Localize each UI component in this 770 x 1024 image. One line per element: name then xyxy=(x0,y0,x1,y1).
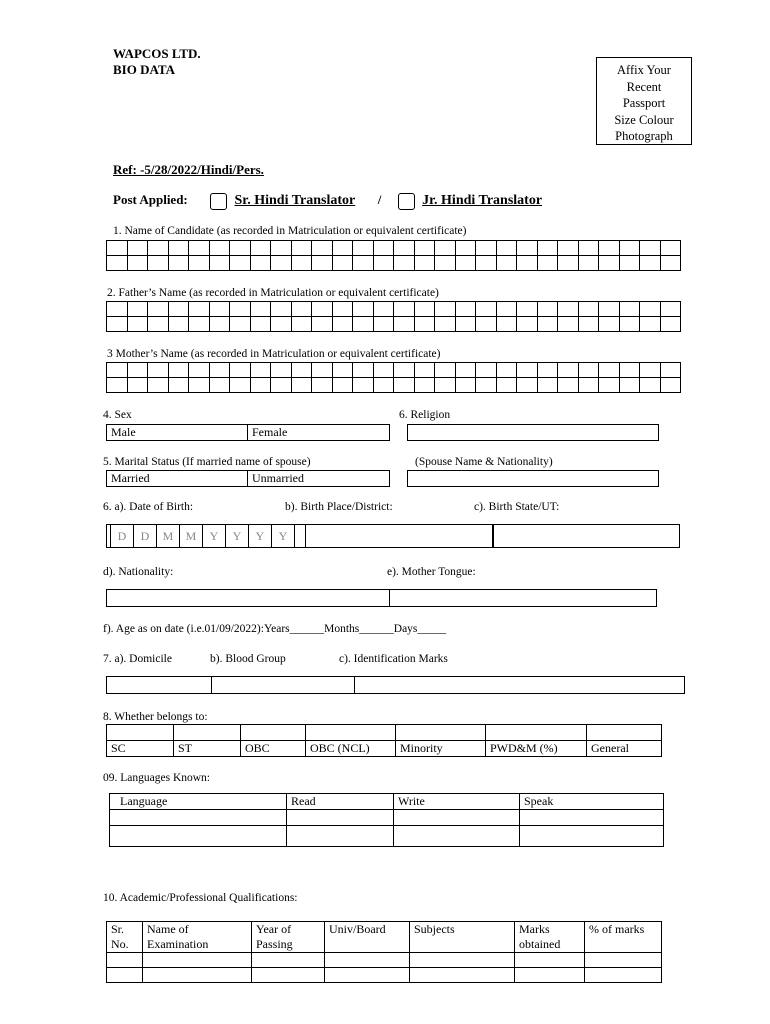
mother-char-box[interactable] xyxy=(558,363,579,378)
header xyxy=(113,46,201,78)
qual-cell[interactable] xyxy=(107,953,143,968)
birth-state-label: c). Birth State/UT: xyxy=(474,501,560,513)
name-char-box[interactable] xyxy=(414,241,435,256)
mother-tongue-field[interactable] xyxy=(389,589,657,607)
q10-label: 10. Academic/Professional Qualifications: xyxy=(103,892,298,904)
spouse-label: (Spouse Name & Nationality) xyxy=(415,456,553,468)
mother-char-box[interactable] xyxy=(148,378,169,393)
father-char-box[interactable] xyxy=(148,302,169,317)
q8-label: 8. Whether belongs to: xyxy=(103,711,208,723)
qual-cell[interactable] xyxy=(252,953,325,968)
father-char-box[interactable] xyxy=(168,302,189,317)
name-char-box[interactable] xyxy=(353,241,374,256)
father-char-box[interactable] xyxy=(558,317,579,332)
name-char-box[interactable] xyxy=(189,241,210,256)
mother-char-box[interactable] xyxy=(230,378,251,393)
father-char-box[interactable] xyxy=(209,317,230,332)
name-char-box[interactable] xyxy=(414,256,435,271)
col-subjects: Subjects xyxy=(410,922,515,953)
name-char-box[interactable] xyxy=(537,256,558,271)
col-year: Year of Passing xyxy=(252,922,325,953)
language-cell[interactable] xyxy=(394,810,520,826)
category-cell[interactable] xyxy=(486,725,587,741)
qual-cell[interactable] xyxy=(252,968,325,983)
dob-char-box[interactable]: M xyxy=(157,525,180,548)
father-char-box[interactable] xyxy=(353,317,374,332)
category-table[interactable] xyxy=(106,724,662,757)
name-char-box[interactable] xyxy=(148,241,169,256)
mother-char-box[interactable] xyxy=(517,363,538,378)
mother-char-box[interactable] xyxy=(127,363,148,378)
name-char-box[interactable] xyxy=(250,256,271,271)
name-char-box[interactable] xyxy=(107,241,128,256)
father-char-box[interactable] xyxy=(312,317,333,332)
col-read: Read xyxy=(287,794,394,810)
name-char-box[interactable] xyxy=(455,256,476,271)
name-char-box[interactable] xyxy=(537,241,558,256)
mother-char-box[interactable] xyxy=(127,378,148,393)
name-char-box[interactable] xyxy=(271,256,292,271)
id-marks-field[interactable] xyxy=(354,676,685,694)
name-char-box[interactable] xyxy=(435,241,456,256)
mother-char-box[interactable] xyxy=(107,378,128,393)
col-write: Write xyxy=(394,794,520,810)
q5-label: 5. Marital Status (If married name of spouse) xyxy=(103,456,311,468)
mother-char-box[interactable] xyxy=(414,363,435,378)
mother-char-box[interactable] xyxy=(394,363,415,378)
qual-cell[interactable] xyxy=(585,953,662,968)
mother-char-box[interactable] xyxy=(230,363,251,378)
name-char-box[interactable] xyxy=(148,256,169,271)
mother-char-box[interactable] xyxy=(599,363,620,378)
name-char-box[interactable] xyxy=(373,256,394,271)
mother-char-box[interactable] xyxy=(312,363,333,378)
mother-char-box[interactable] xyxy=(619,378,640,393)
dob-char-box[interactable]: Y xyxy=(249,525,272,548)
id-marks-label: c). Identification Marks xyxy=(339,653,448,665)
mother-char-box[interactable] xyxy=(455,378,476,393)
mother-char-box[interactable] xyxy=(373,363,394,378)
name-char-box[interactable] xyxy=(558,241,579,256)
father-char-box[interactable] xyxy=(312,302,333,317)
category-minority: Minority xyxy=(396,741,486,757)
father-char-box[interactable] xyxy=(230,317,251,332)
father-char-box[interactable] xyxy=(517,317,538,332)
name-char-box[interactable] xyxy=(230,241,251,256)
father-char-box[interactable] xyxy=(107,302,128,317)
name-char-box[interactable] xyxy=(496,256,517,271)
marital-married[interactable]: Married xyxy=(107,471,248,487)
dob-char-box[interactable]: Y xyxy=(203,525,226,548)
name-char-box[interactable] xyxy=(107,256,128,271)
father-char-box[interactable] xyxy=(537,317,558,332)
mother-char-box[interactable] xyxy=(209,363,230,378)
mother-char-box[interactable] xyxy=(537,363,558,378)
birth-state-field[interactable] xyxy=(493,524,680,548)
language-cell[interactable] xyxy=(520,810,664,826)
father-char-box[interactable] xyxy=(291,317,312,332)
q2-label: 2. Father’s Name (as recorded in Matriculation or equivalent certificate) xyxy=(107,287,439,299)
name-char-box[interactable] xyxy=(619,241,640,256)
name-char-box[interactable] xyxy=(578,241,599,256)
category-cell[interactable] xyxy=(396,725,486,741)
father-char-box[interactable] xyxy=(537,302,558,317)
mother-char-box[interactable] xyxy=(332,363,353,378)
mother-char-box[interactable] xyxy=(517,378,538,393)
name-char-box[interactable] xyxy=(127,241,148,256)
father-char-box[interactable] xyxy=(660,317,681,332)
father-char-box[interactable] xyxy=(291,302,312,317)
spouse-field[interactable] xyxy=(407,470,659,487)
category-general: General xyxy=(587,741,662,757)
mother-char-box[interactable] xyxy=(537,378,558,393)
mother-char-box[interactable] xyxy=(435,363,456,378)
photo-line: Passport xyxy=(622,96,666,110)
qual-cell[interactable] xyxy=(585,968,662,983)
category-sc: SC xyxy=(107,741,174,757)
mother-char-box[interactable] xyxy=(578,363,599,378)
mother-char-box[interactable] xyxy=(189,363,210,378)
father-char-box[interactable] xyxy=(435,317,456,332)
qual-cell[interactable] xyxy=(143,968,252,983)
domicile-label: 7. a). Domicile xyxy=(103,653,172,665)
father-name-grid[interactable] xyxy=(106,301,681,332)
mother-char-box[interactable] xyxy=(455,363,476,378)
blood-group-field[interactable] xyxy=(211,676,355,694)
qual-cell[interactable] xyxy=(325,968,410,983)
language-cell[interactable] xyxy=(287,810,394,826)
mother-name-grid[interactable] xyxy=(106,362,681,393)
mother-char-box[interactable] xyxy=(496,378,517,393)
mother-char-box[interactable] xyxy=(271,378,292,393)
col-marks: Marks obtained xyxy=(515,922,585,953)
name-char-box[interactable] xyxy=(640,241,661,256)
dob-char-box[interactable]: M xyxy=(180,525,203,548)
dob-grid[interactable] xyxy=(110,524,295,548)
photo-line: Recent xyxy=(626,79,662,94)
name-char-box[interactable] xyxy=(455,241,476,256)
name-char-box[interactable] xyxy=(517,256,538,271)
mother-char-box[interactable] xyxy=(291,363,312,378)
q3-label: 3 Mother’s Name (as recorded in Matriculation or equivalent certificate) xyxy=(107,348,441,360)
name-char-box[interactable] xyxy=(209,256,230,271)
mother-char-box[interactable] xyxy=(599,378,620,393)
mother-char-box[interactable] xyxy=(107,363,128,378)
mother-char-box[interactable] xyxy=(394,378,415,393)
category-cell[interactable] xyxy=(587,725,662,741)
father-char-box[interactable] xyxy=(578,317,599,332)
father-char-box[interactable] xyxy=(209,302,230,317)
name-char-box[interactable] xyxy=(271,241,292,256)
name-char-box[interactable] xyxy=(332,256,353,271)
mother-char-box[interactable] xyxy=(373,378,394,393)
mother-char-box[interactable] xyxy=(209,378,230,393)
mother-char-box[interactable] xyxy=(332,378,353,393)
father-char-box[interactable] xyxy=(414,317,435,332)
father-char-box[interactable] xyxy=(640,302,661,317)
category-obc: OBC xyxy=(241,741,306,757)
father-char-box[interactable] xyxy=(558,302,579,317)
domicile-field[interactable] xyxy=(106,676,212,694)
mother-char-box[interactable] xyxy=(476,363,497,378)
dob-char-box[interactable]: D xyxy=(134,525,157,548)
father-char-box[interactable] xyxy=(455,302,476,317)
mother-char-box[interactable] xyxy=(312,378,333,393)
father-char-box[interactable] xyxy=(332,302,353,317)
name-char-box[interactable] xyxy=(168,241,189,256)
qualifications-table[interactable] xyxy=(106,921,662,983)
father-char-box[interactable] xyxy=(353,302,374,317)
photo-box[interactable] xyxy=(596,57,692,145)
sex-male[interactable]: Male xyxy=(107,425,248,441)
dob-char-box[interactable]: Y xyxy=(272,525,295,548)
mother-char-box[interactable] xyxy=(640,363,661,378)
mother-char-box[interactable] xyxy=(578,378,599,393)
language-cell[interactable] xyxy=(110,810,287,826)
language-cell[interactable] xyxy=(287,826,394,847)
name-char-box[interactable] xyxy=(312,256,333,271)
father-char-box[interactable] xyxy=(496,317,517,332)
marital-table[interactable] xyxy=(106,470,390,487)
father-char-box[interactable] xyxy=(373,302,394,317)
father-char-box[interactable] xyxy=(250,302,271,317)
name-char-box[interactable] xyxy=(558,256,579,271)
post-separator: / xyxy=(377,192,382,207)
qual-cell[interactable] xyxy=(325,953,410,968)
father-char-box[interactable] xyxy=(373,317,394,332)
category-cell[interactable] xyxy=(306,725,396,741)
mother-char-box[interactable] xyxy=(353,363,374,378)
mother-char-box[interactable] xyxy=(148,363,169,378)
ref-number: Ref: -5/28/2022/Hindi/Pers. xyxy=(113,162,264,177)
name-char-box[interactable] xyxy=(291,256,312,271)
photo-line: Photograph xyxy=(615,129,673,143)
mother-char-box[interactable] xyxy=(435,378,456,393)
name-char-box[interactable] xyxy=(517,241,538,256)
name-char-box[interactable] xyxy=(599,241,620,256)
father-char-box[interactable] xyxy=(127,302,148,317)
name-char-box[interactable] xyxy=(640,256,661,271)
col-language: Language xyxy=(110,794,287,810)
name-char-box[interactable] xyxy=(476,256,497,271)
name-char-box[interactable] xyxy=(332,241,353,256)
q1-label: 1. Name of Candidate (as recorded in Matriculation or equivalent certificate) xyxy=(113,225,467,237)
mother-char-box[interactable] xyxy=(291,378,312,393)
mother-char-box[interactable] xyxy=(189,378,210,393)
category-cell[interactable] xyxy=(174,725,241,741)
mother-char-box[interactable] xyxy=(476,378,497,393)
qual-cell[interactable] xyxy=(515,968,585,983)
name-char-box[interactable] xyxy=(496,241,517,256)
dob-label: 6. a). Date of Birth: xyxy=(103,501,194,513)
sr-translator-label: Sr. Hindi Translator xyxy=(234,193,356,208)
name-char-box[interactable] xyxy=(250,241,271,256)
q6-religion-label: 6. Religion xyxy=(399,409,451,421)
name-char-box[interactable] xyxy=(660,241,681,256)
father-char-box[interactable] xyxy=(619,317,640,332)
father-char-box[interactable] xyxy=(660,302,681,317)
religion-field[interactable] xyxy=(407,424,659,441)
father-char-box[interactable] xyxy=(271,302,292,317)
mother-char-box[interactable] xyxy=(168,363,189,378)
languages-table[interactable] xyxy=(109,793,664,847)
mother-char-box[interactable] xyxy=(414,378,435,393)
col-univ: Univ/Board xyxy=(325,922,410,953)
qual-cell[interactable] xyxy=(410,968,515,983)
mother-char-box[interactable] xyxy=(250,363,271,378)
jr-translator-checkbox[interactable] xyxy=(398,193,415,210)
candidate-name-grid[interactable] xyxy=(106,240,681,271)
q9-label: 09. Languages Known: xyxy=(103,772,210,784)
qual-cell[interactable] xyxy=(107,968,143,983)
father-char-box[interactable] xyxy=(271,317,292,332)
father-char-box[interactable] xyxy=(148,317,169,332)
father-char-box[interactable] xyxy=(517,302,538,317)
father-char-box[interactable] xyxy=(168,317,189,332)
language-cell[interactable] xyxy=(394,826,520,847)
dob-char-box[interactable]: D xyxy=(111,525,134,548)
col-exam: Name of Examination xyxy=(143,922,252,953)
category-pwd: PWD&M (%) xyxy=(486,741,587,757)
father-char-box[interactable] xyxy=(189,302,210,317)
category-cell[interactable] xyxy=(241,725,306,741)
sex-female[interactable]: Female xyxy=(248,425,390,441)
father-char-box[interactable] xyxy=(599,317,620,332)
father-char-box[interactable] xyxy=(435,302,456,317)
dob-char-box[interactable]: Y xyxy=(226,525,249,548)
father-char-box[interactable] xyxy=(455,317,476,332)
name-char-box[interactable] xyxy=(435,256,456,271)
name-char-box[interactable] xyxy=(394,241,415,256)
mother-char-box[interactable] xyxy=(660,363,681,378)
father-char-box[interactable] xyxy=(127,317,148,332)
q4-label: 4. Sex xyxy=(103,409,132,421)
name-char-box[interactable] xyxy=(660,256,681,271)
mother-char-box[interactable] xyxy=(168,378,189,393)
mother-char-box[interactable] xyxy=(250,378,271,393)
name-char-box[interactable] xyxy=(476,241,497,256)
post-label: Post Applied: xyxy=(113,192,188,207)
language-cell[interactable] xyxy=(520,826,664,847)
mother-char-box[interactable] xyxy=(353,378,374,393)
mother-char-box[interactable] xyxy=(558,378,579,393)
father-char-box[interactable] xyxy=(250,317,271,332)
name-char-box[interactable] xyxy=(209,241,230,256)
mother-char-box[interactable] xyxy=(619,363,640,378)
name-char-box[interactable] xyxy=(619,256,640,271)
father-char-box[interactable] xyxy=(619,302,640,317)
age-label: f). Age as on date (i.e.01/09/2022):Years______Months______Days_____ xyxy=(103,623,447,635)
mother-char-box[interactable] xyxy=(496,363,517,378)
col-percent: % of marks xyxy=(585,922,662,953)
name-char-box[interactable] xyxy=(353,256,374,271)
father-char-box[interactable] xyxy=(496,302,517,317)
father-char-box[interactable] xyxy=(578,302,599,317)
photo-line: Affix Your xyxy=(617,63,671,77)
sex-table[interactable] xyxy=(106,424,390,441)
col-speak: Speak xyxy=(520,794,664,810)
post-applied xyxy=(113,192,542,210)
marital-unmarried[interactable]: Unmarried xyxy=(248,471,390,487)
blood-group-label: b). Blood Group xyxy=(210,653,286,665)
qual-cell[interactable] xyxy=(410,953,515,968)
father-char-box[interactable] xyxy=(394,302,415,317)
nationality-label: d). Nationality: xyxy=(103,566,174,578)
qual-cell[interactable] xyxy=(515,953,585,968)
father-char-box[interactable] xyxy=(414,302,435,317)
doc-title: BIO DATA xyxy=(113,62,175,77)
nationality-field[interactable] xyxy=(106,589,390,607)
father-char-box[interactable] xyxy=(189,317,210,332)
father-char-box[interactable] xyxy=(640,317,661,332)
mother-char-box[interactable] xyxy=(271,363,292,378)
language-cell[interactable] xyxy=(110,826,287,847)
company-name: WAPCOS LTD. xyxy=(113,46,201,61)
birth-place-label: b). Birth Place/District: xyxy=(285,501,393,513)
father-char-box[interactable] xyxy=(599,302,620,317)
father-char-box[interactable] xyxy=(107,317,128,332)
mother-char-box[interactable] xyxy=(640,378,661,393)
qual-cell[interactable] xyxy=(143,953,252,968)
father-char-box[interactable] xyxy=(476,302,497,317)
father-char-box[interactable] xyxy=(332,317,353,332)
name-char-box[interactable] xyxy=(599,256,620,271)
name-char-box[interactable] xyxy=(168,256,189,271)
name-char-box[interactable] xyxy=(189,256,210,271)
name-char-box[interactable] xyxy=(291,241,312,256)
jr-translator-label: Jr. Hindi Translator xyxy=(422,193,543,208)
sr-translator-checkbox[interactable] xyxy=(210,193,227,210)
name-char-box[interactable] xyxy=(394,256,415,271)
father-char-box[interactable] xyxy=(394,317,415,332)
name-char-box[interactable] xyxy=(373,241,394,256)
col-sr-no: Sr. No. xyxy=(107,922,143,953)
photo-line: Size Colour xyxy=(614,112,674,127)
name-char-box[interactable] xyxy=(127,256,148,271)
mother-tongue-label: e). Mother Tongue: xyxy=(387,566,476,578)
name-char-box[interactable] xyxy=(578,256,599,271)
father-char-box[interactable] xyxy=(476,317,497,332)
category-st: ST xyxy=(174,741,241,757)
birth-place-field[interactable] xyxy=(305,524,493,548)
category-obc-ncl: OBC (NCL) xyxy=(306,741,396,757)
category-cell[interactable] xyxy=(107,725,174,741)
name-char-box[interactable] xyxy=(230,256,251,271)
mother-char-box[interactable] xyxy=(660,378,681,393)
name-char-box[interactable] xyxy=(312,241,333,256)
father-char-box[interactable] xyxy=(230,302,251,317)
